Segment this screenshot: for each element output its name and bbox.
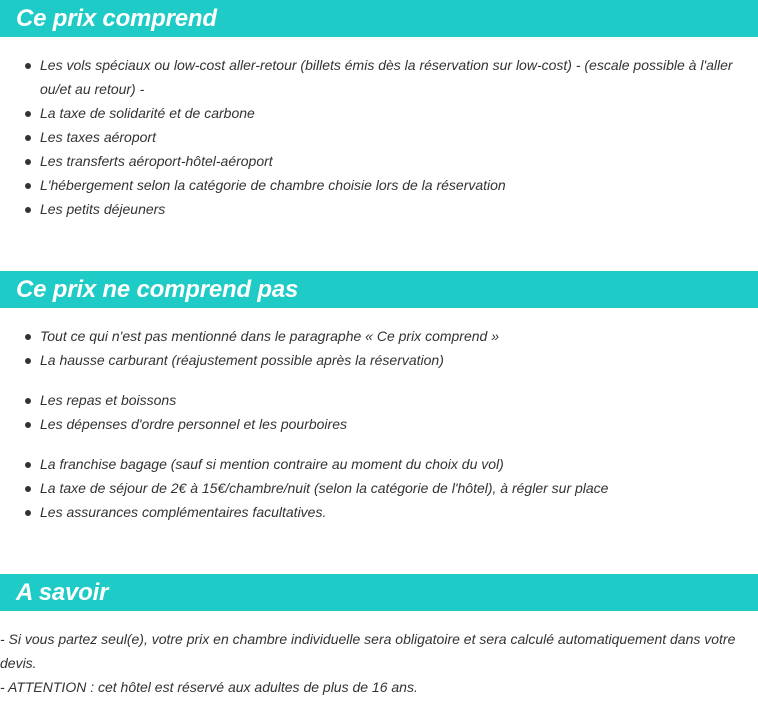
bullet-icon bbox=[25, 63, 31, 69]
list-item bbox=[0, 173, 758, 197]
list-item bbox=[0, 476, 758, 500]
list-item-text: Les assurances complémentaires facultatives. bbox=[40, 504, 327, 520]
section-header-ce-prix-ne-comprend-pas bbox=[0, 271, 758, 308]
list-item bbox=[0, 500, 758, 524]
list-item-text: La franchise bagage (sauf si mention contraire au moment du choix du vol) bbox=[40, 456, 504, 472]
section-header-ce-prix-comprend bbox=[0, 0, 758, 37]
list-item-text: La hausse carburant (réajustement possible après la réservation) bbox=[40, 352, 444, 368]
list-item bbox=[0, 149, 758, 173]
note-paragraph bbox=[0, 627, 758, 699]
list-item-text: La taxe de séjour de 2€ à 15€/chambre/nuit (selon la catégorie de l'hôtel), à régler sur place bbox=[40, 480, 609, 496]
list-item bbox=[0, 412, 758, 436]
bullet-icon bbox=[25, 486, 31, 492]
list-item-text: Les vols spéciaux ou low-cost aller-retour (billets émis dès la réservation sur low-cost) - (escale possible à l'aller ou/et au retour) - bbox=[40, 57, 733, 97]
excluded-list bbox=[0, 324, 758, 524]
list-item-text: Les petits déjeuners bbox=[40, 201, 166, 217]
section-header-a-savoir bbox=[0, 574, 758, 611]
list-item-text: Les taxes aéroport bbox=[40, 129, 156, 145]
bullet-icon bbox=[25, 111, 31, 117]
bullet-icon bbox=[25, 135, 31, 141]
bullet-icon bbox=[25, 183, 31, 189]
bullet-icon bbox=[25, 159, 31, 165]
list-item-text: Les dépenses d'ordre personnel et les pourboires bbox=[40, 416, 347, 432]
included-list bbox=[0, 53, 758, 221]
list-item bbox=[0, 53, 758, 101]
list-item-text: Les transferts aéroport-hôtel-aéroport bbox=[40, 153, 273, 169]
note-line: - Si vous partez seul(e), votre prix en chambre individuelle sera obligatoire et sera calculé automatiquement dans votre devis. bbox=[0, 631, 736, 671]
list-item bbox=[0, 324, 758, 348]
list-item bbox=[0, 101, 758, 125]
list-item bbox=[0, 197, 758, 221]
section-title: Ce prix comprend bbox=[16, 4, 217, 32]
note-line: - ATTENTION : cet hôtel est réservé aux adultes de plus de 16 ans. bbox=[0, 679, 418, 695]
section-title: A savoir bbox=[16, 578, 109, 606]
bullet-icon bbox=[25, 358, 31, 364]
list-item-text: Tout ce qui n'est pas mentionné dans le paragraphe « Ce prix comprend » bbox=[40, 328, 499, 344]
bullet-icon bbox=[25, 398, 31, 404]
list-item bbox=[0, 348, 758, 372]
bullet-icon bbox=[25, 207, 31, 213]
list-item-text: La taxe de solidarité et de carbone bbox=[40, 105, 255, 121]
list-item bbox=[0, 125, 758, 149]
bullet-icon bbox=[25, 334, 31, 340]
list-item bbox=[0, 452, 758, 476]
list-item bbox=[0, 388, 758, 412]
bullet-icon bbox=[25, 510, 31, 516]
section-title: Ce prix ne comprend pas bbox=[16, 275, 299, 303]
list-item-text: Les repas et boissons bbox=[40, 392, 177, 408]
bullet-icon bbox=[25, 462, 31, 468]
bullet-icon bbox=[25, 422, 31, 428]
list-item-text: L'hébergement selon la catégorie de chambre choisie lors de la réservation bbox=[40, 177, 506, 193]
